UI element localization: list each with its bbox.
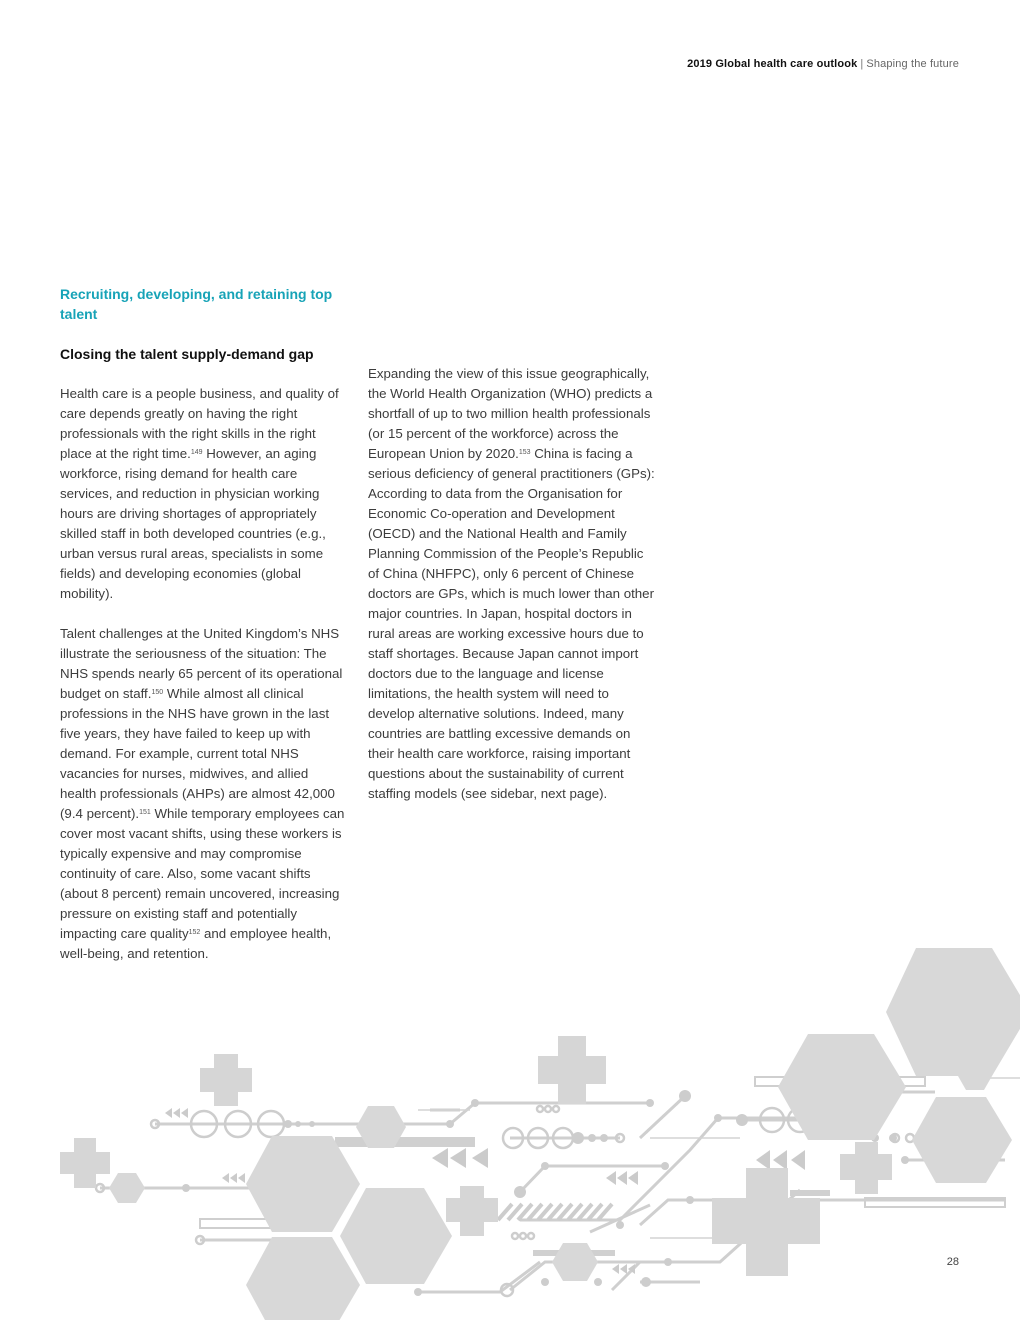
node-dot <box>664 1258 672 1266</box>
arrow-marker <box>606 1171 638 1185</box>
arrow-marker <box>165 1108 188 1118</box>
node-dot <box>714 1114 722 1122</box>
page-number: 28 <box>946 1256 959 1268</box>
node-dot <box>471 1099 479 1107</box>
ring-node <box>553 1106 559 1112</box>
section-heading: Recruiting, developing, and retaining top talent <box>60 286 333 322</box>
arrow-marker <box>222 1173 245 1183</box>
header-separator: | <box>860 58 864 70</box>
footnote-ref: 153 <box>518 449 531 456</box>
arrow-marker <box>756 1150 805 1170</box>
footnote-ref: 152 <box>188 929 201 936</box>
cross-shape <box>200 1054 252 1106</box>
ring-node <box>545 1106 551 1112</box>
article-column-left <box>60 284 346 984</box>
node-dot <box>309 1121 315 1127</box>
hatch-stripe <box>498 1204 612 1220</box>
paragraph-workforce-shortage <box>60 384 346 604</box>
node-dot <box>641 1277 651 1287</box>
hexagon-shape <box>958 1076 992 1090</box>
paragraph-text: and employee health, well-being, and retention. <box>60 926 332 961</box>
hexagon-shape <box>340 1188 452 1284</box>
hexagon-shape <box>109 1173 145 1203</box>
node-dot <box>414 1288 422 1296</box>
cross-shape <box>538 1036 606 1104</box>
node-dot <box>646 1099 654 1107</box>
paragraph-nhs-challenges <box>60 624 346 964</box>
hatch-stripes <box>498 1204 612 1220</box>
paragraph-text: However, an aging workforce, rising demand for health care services, and reduction in physician working hours are driving shortages of appropriately skilled staff in both developed countries (e.g., urban versus rural areas, specialists in some fields) and developing economies (global mobility). <box>60 446 326 601</box>
running-header <box>687 58 959 70</box>
cross-shape <box>60 1138 110 1188</box>
ring-node <box>528 1233 534 1239</box>
node-dot <box>686 1196 694 1204</box>
paragraph-text: Health care is a people business, and quality of care depends greatly on having the right professionals with the right skills in the right place at the right time. <box>60 386 339 461</box>
node-dot <box>446 1120 454 1128</box>
arrow-marker <box>432 1148 488 1168</box>
cross-shape <box>712 1168 820 1276</box>
circuit-line <box>640 1200 1005 1225</box>
hexagon-shape <box>778 1034 906 1140</box>
hexagon-shape <box>246 1136 360 1232</box>
column-continuation-spacer <box>368 284 658 364</box>
ring-node <box>512 1233 518 1239</box>
hexagon-shape <box>886 948 1020 1076</box>
footnote-ref: 151 <box>139 809 151 816</box>
report-subtitle: Shaping the future <box>866 58 959 70</box>
node-dot <box>661 1162 669 1170</box>
node-dot <box>594 1278 602 1286</box>
node-dot <box>541 1278 549 1286</box>
node-dot <box>588 1134 596 1142</box>
square-strip <box>200 1219 270 1228</box>
footnote-ref: 149 <box>190 449 203 456</box>
node-dot <box>600 1134 608 1142</box>
node-dot <box>541 1162 549 1170</box>
node-dot <box>295 1121 301 1127</box>
ring-node <box>537 1106 543 1112</box>
node-dot <box>616 1221 624 1229</box>
ring-node <box>520 1233 526 1239</box>
subsection-heading: Closing the talent supply-demand gap <box>60 346 314 362</box>
node-dot <box>182 1184 190 1192</box>
article-column-right <box>368 284 658 824</box>
hexagon-shape <box>246 1237 360 1320</box>
cross-shape <box>840 1142 892 1194</box>
paragraph-text: Expanding the view of this issue geographically, the World Health Organization (WHO) predicts a shortfall of up to two million health professionals (or 15 percent of the workforce) across the European Union by 2020. <box>368 366 653 461</box>
node-dot <box>514 1186 526 1198</box>
square-strip <box>790 1190 830 1196</box>
node-dot <box>736 1114 748 1126</box>
paragraph-text: China is facing a serious deficiency of general practitioners (GPs): According to data from the Organisation for Economic Co-operation and Development (OECD) and the National Health and Family Planning Commission of the People’s Republic of China (NHFPC), only 6 percent of Chinese doctors are GPs, which is much lower than other major countries. In Japan, hospital doctors in rural areas are working excessive hours due to staff shortages. Because Japan cannot import doctors due to the language and license limitations, the health system will need to develop alternative solutions. Indeed, many countries are battling excessive demands on their health care workforce, raising important questions about the sustainability of current staffing models (see sidebar, next page). <box>368 446 655 801</box>
node-dot <box>901 1156 909 1164</box>
paragraph-text: While temporary employees can cover most vacant shifts, using these workers is typically expensive and may compromise continuity of care. Also, some vacant shifts (about 8 percent) remain uncovered, increasing pressure on existing staff and potentially impacting care quality <box>60 806 345 941</box>
cross-shape <box>446 1186 498 1236</box>
paragraph-text: While almost all clinical professions in the NHS have grown in the last five years, they have failed to keep up with demand. For example, current total NHS vacancies for nurses, midwives, and allied health professionals (AHPs) are almost 42,000 (9.4 percent). <box>60 686 335 821</box>
circuit-line <box>520 1166 665 1192</box>
node-dot <box>679 1090 691 1102</box>
hexagon-shape <box>912 1097 1012 1183</box>
circuit-line <box>418 1262 540 1292</box>
paragraph-text: Talent challenges at the United Kingdom’s NHS illustrate the seriousness of the situation: The NHS spends nearly 65 percent of its operational budget on staff. <box>60 626 343 701</box>
report-title: 2019 Global health care outlook <box>687 58 858 70</box>
paragraph-global-view <box>368 364 658 804</box>
square-strip <box>335 1137 475 1147</box>
decorative-circuit-graphic <box>0 940 1020 1320</box>
hexagon-shape <box>552 1243 598 1281</box>
footnote-ref: 150 <box>151 689 164 696</box>
